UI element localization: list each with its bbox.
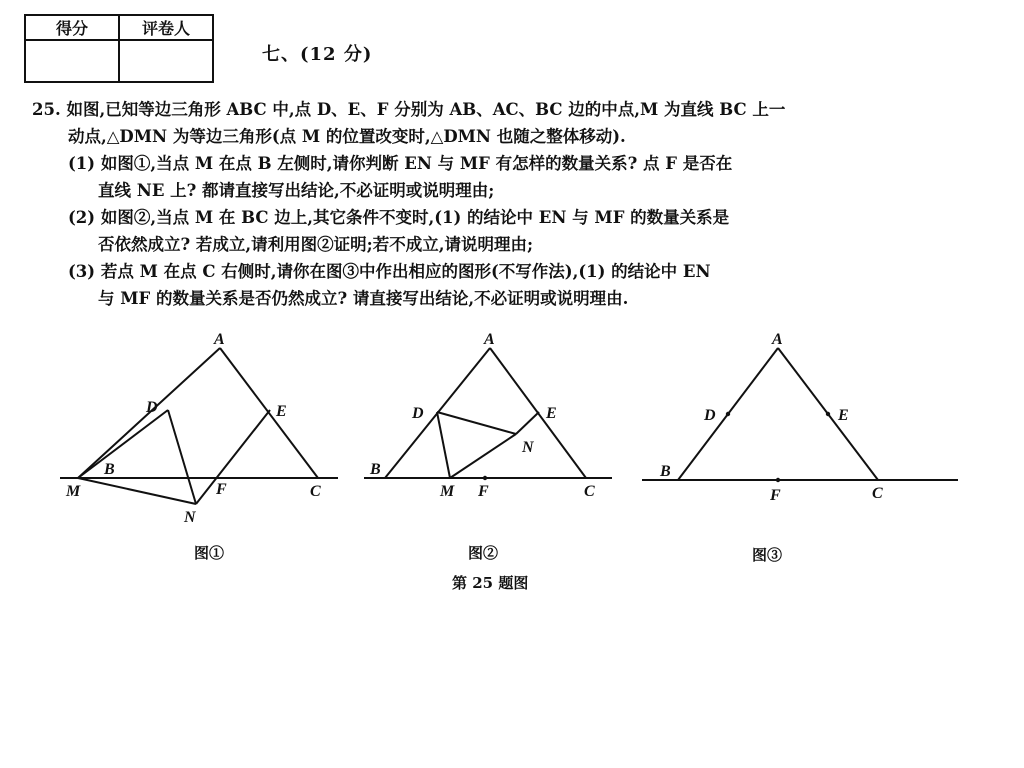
section-title: 七、(12 分) <box>262 44 373 65</box>
question-1-line-1: (1) 如图①,当点 M 在点 B 左侧时,请你判断 EN 与 MF 有怎样的数量关系? 点 F 是否在 <box>68 154 733 173</box>
fig2-segment-ne <box>516 412 539 434</box>
fig3-label-b: B <box>660 463 671 480</box>
fig1-label-n: N <box>184 509 196 526</box>
question-2-line-2: 否依然成立? 若成立,请利用图②证明;若不成立,请说明理由; <box>98 235 534 254</box>
fig2-label-m: M <box>440 483 455 500</box>
fig1-side-ac <box>220 348 318 478</box>
fig2-caption: 图② <box>468 544 499 562</box>
fig2-point-f <box>483 476 487 480</box>
fig1-segment-ne <box>196 410 270 504</box>
fig1-label-f: F <box>216 481 227 498</box>
grader-header: 评卷人 <box>119 15 213 40</box>
fig1-label-a: A <box>214 331 225 348</box>
fig3-label-e: E <box>838 407 849 424</box>
figure-3 <box>642 348 958 480</box>
fig3-label-a: A <box>772 331 783 348</box>
geometry-figures <box>0 330 1024 600</box>
figure-2-points <box>483 476 487 480</box>
figure-3-points <box>726 412 830 482</box>
fig3-label-c: C <box>872 485 883 502</box>
fig3-point-f <box>776 478 780 482</box>
fig2-segment-dn <box>437 412 516 434</box>
figures-area <box>0 330 1024 600</box>
fig2-label-f: F <box>478 483 489 500</box>
fig2-label-e: E <box>546 405 557 422</box>
problem-text <box>32 96 1007 312</box>
fig3-point-e <box>826 412 830 416</box>
question-3-line-1: (3) 若点 M 在点 C 右侧时,请你在图③中作出相应的图形(不写作法),(1) 的结论中 EN <box>68 262 711 281</box>
fig1-label-d: D <box>146 399 158 416</box>
fig3-label-f: F <box>770 487 781 504</box>
fig2-label-n: N <box>522 439 534 456</box>
stem-line-2: 动点,△DMN 为等边三角形(点 M 的位置改变时,△DMN 也随之整体移动). <box>68 127 626 146</box>
fig3-caption: 图③ <box>752 546 783 564</box>
fig3-label-d: D <box>704 407 716 424</box>
grader-cell[interactable] <box>119 40 213 82</box>
fig1-caption: 图① <box>194 544 225 562</box>
fig1-segment-dm <box>78 410 168 478</box>
fig2-label-b: B <box>370 461 381 478</box>
fig2-segment-mn <box>450 434 516 478</box>
fig1-label-c: C <box>310 483 321 500</box>
fig1-label-b: B <box>104 461 115 478</box>
question-3-line-2: 与 MF 的数量关系是否仍然成立? 请直接写出结论,不必证明或说明理由. <box>98 289 629 308</box>
figure-2 <box>364 348 612 478</box>
fig1-segment-dn <box>168 410 196 504</box>
fig2-label-c: C <box>584 483 595 500</box>
question-2-line-1: (2) 如图②,当点 M 在 BC 边上,其它条件不变时,(1) 的结论中 EN 与 MF 的数量关系是 <box>68 208 730 227</box>
score-table <box>24 14 214 83</box>
stem-line-1: 25. 如图,已知等边三角形 ABC 中,点 D、E、F 分别为 AB、AC、BC 边的中点,M 为直线 BC 上一 <box>32 100 786 119</box>
score-cell[interactable] <box>25 40 119 82</box>
figure-1 <box>60 348 338 504</box>
fig1-label-e: E <box>276 403 287 420</box>
fig2-label-d: D <box>412 405 424 422</box>
fig3-point-d <box>726 412 730 416</box>
score-header: 得分 <box>25 15 119 40</box>
fig2-segment-dm <box>437 412 450 478</box>
overall-figure-caption: 第 25 题图 <box>452 574 529 592</box>
fig1-label-m: M <box>66 483 81 500</box>
fig2-label-a: A <box>484 331 495 348</box>
fig1-segment-mn <box>78 478 196 504</box>
question-1-line-2: 直线 NE 上? 都请直接写出结论,不必证明或说明理由; <box>98 181 495 200</box>
